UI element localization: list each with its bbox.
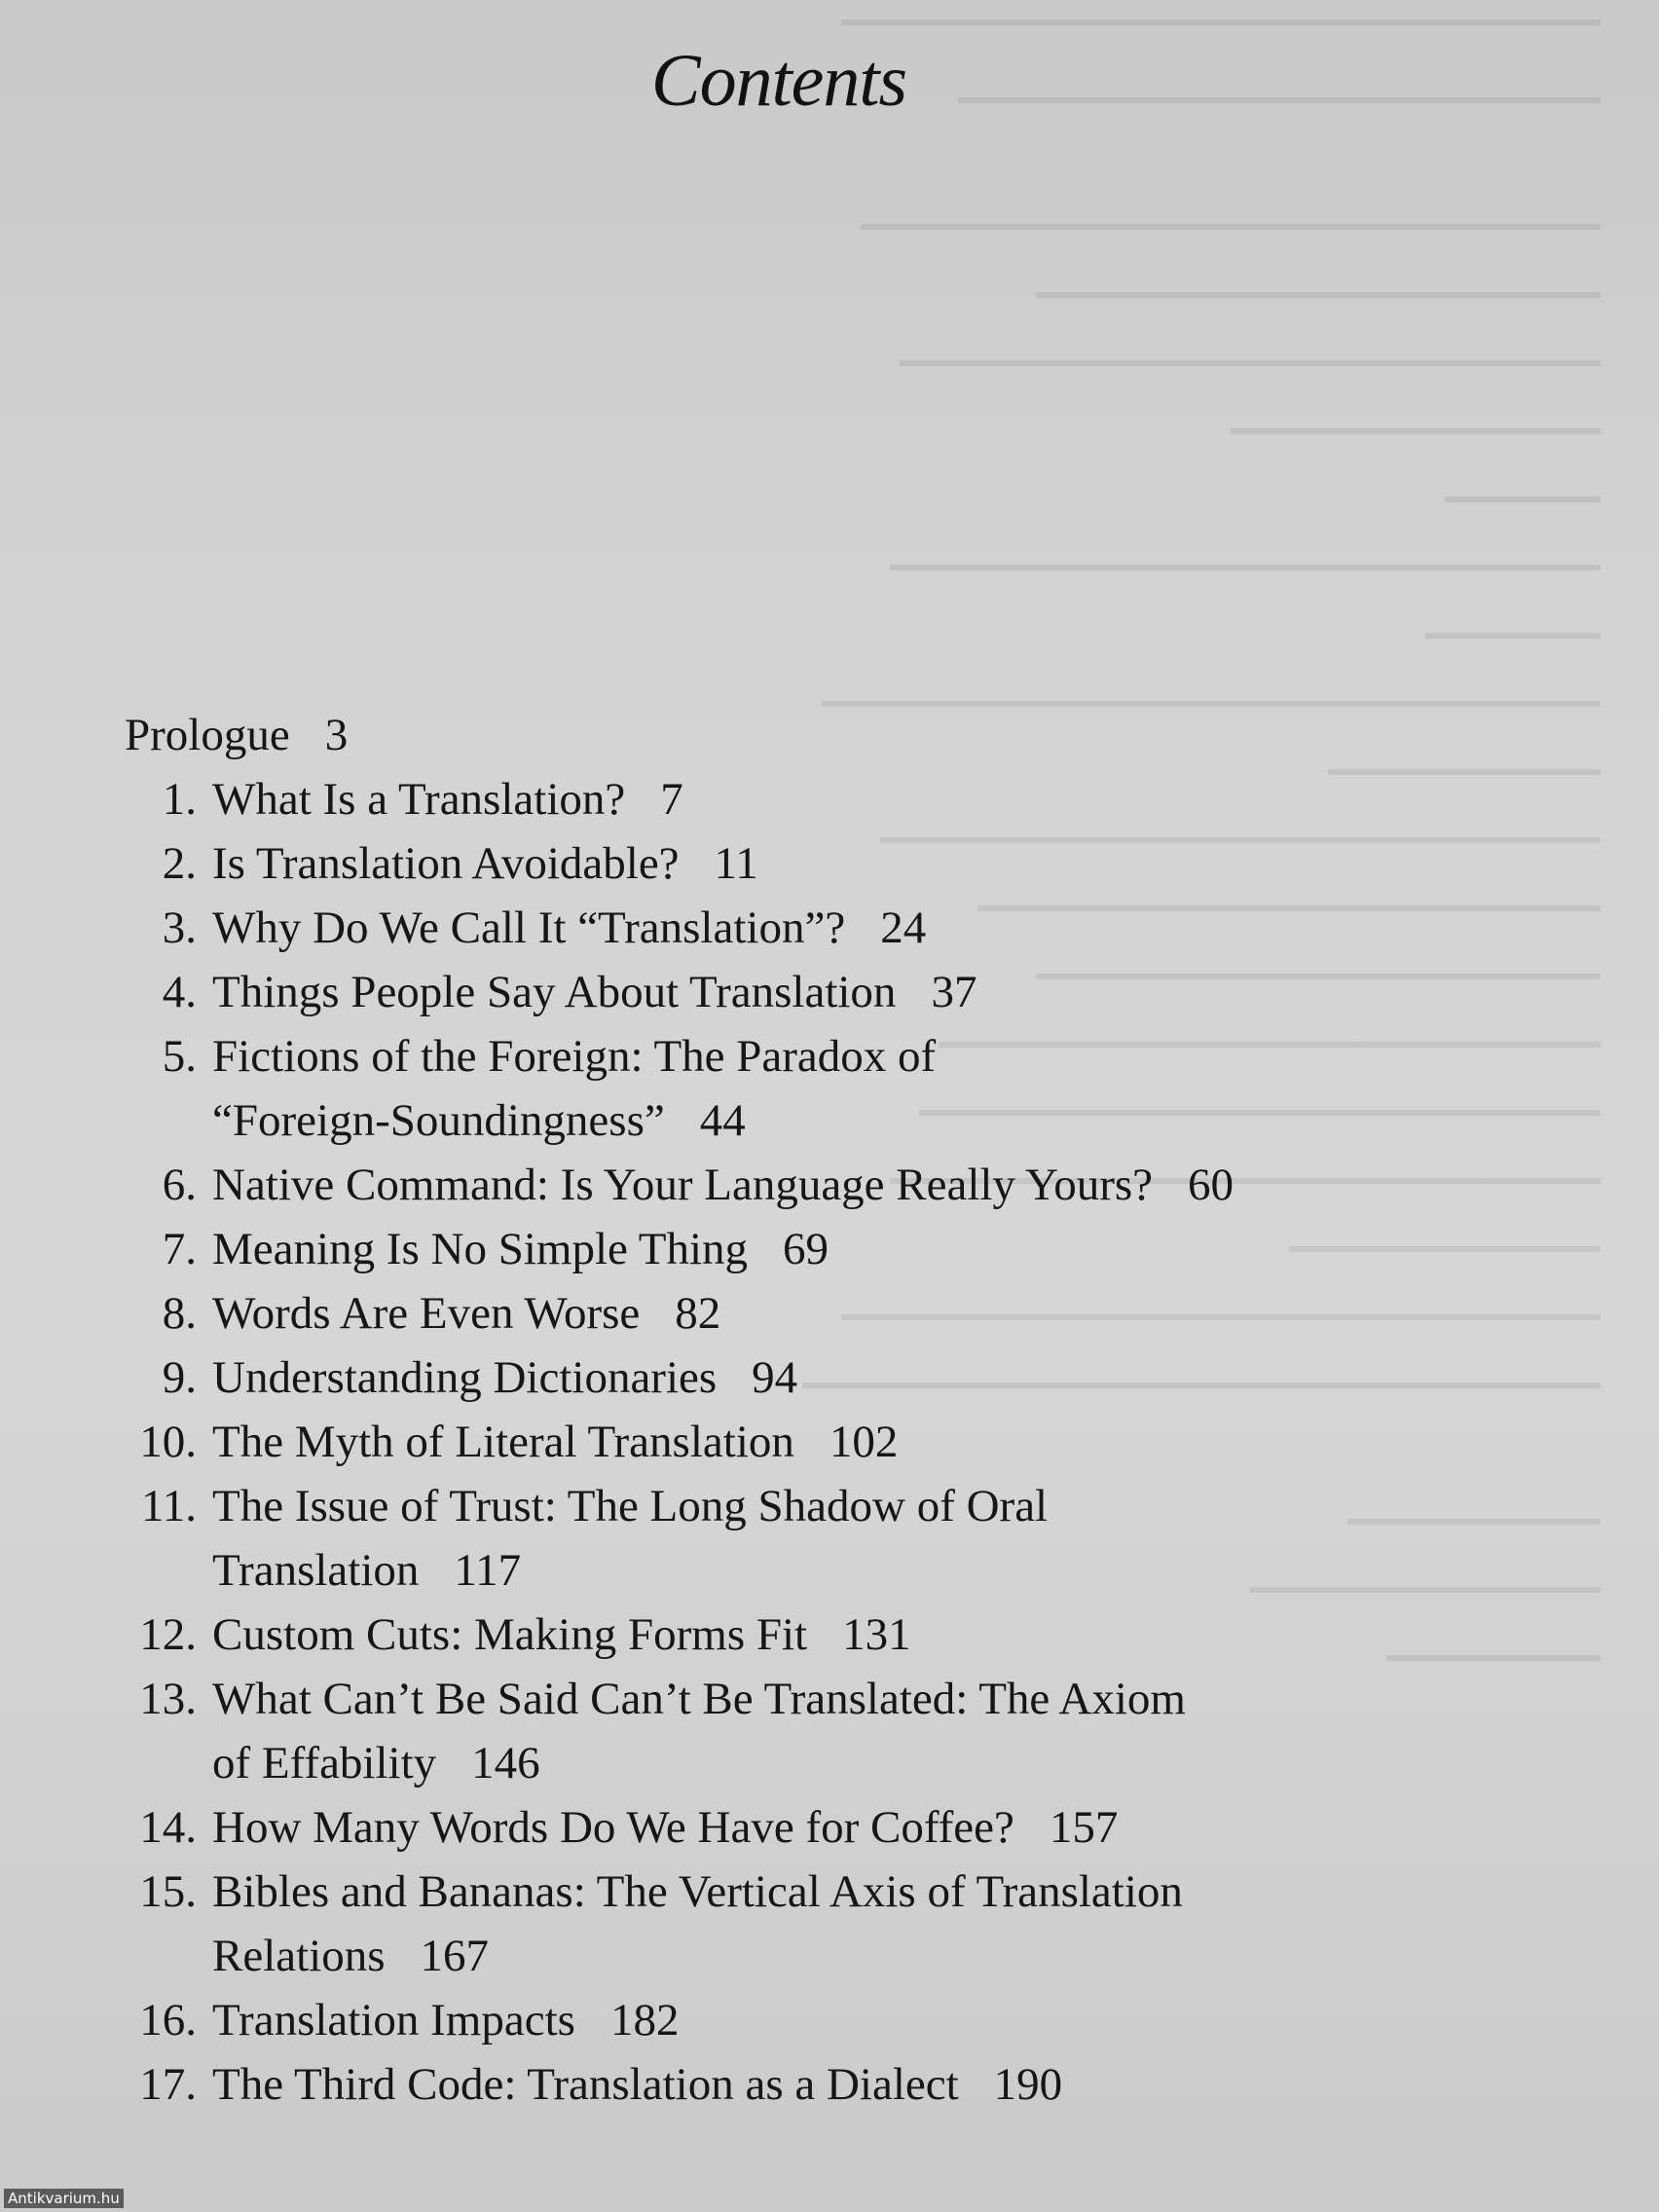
toc-entry-title: Understanding Dictionaries [212,1352,718,1403]
toc-entry [125,831,1507,896]
toc-entry-title: Custom Cuts: Making Forms Fit [212,1609,808,1660]
toc-entry [125,1860,1507,1988]
toc-page-number: 3 [324,710,349,760]
chapter-number: 14. [139,1802,197,1853]
toc-entry [125,2052,1507,2117]
toc-page-number: 167 [420,1931,490,1981]
toc-entry-title: What Is a Translation? [212,774,626,825]
toc-entry-title-continued: Translation [212,1545,420,1596]
toc-page-number: 190 [993,2059,1063,2110]
chapter-number: 16. [139,1995,197,2046]
toc-page-number: 117 [454,1545,522,1596]
chapter-number: 17. [139,2059,197,2110]
toc-entry-title: Meaning Is No Simple Thing [212,1224,749,1274]
toc-entry [125,767,1507,831]
chapter-number: 15. [139,1866,197,1917]
toc-entry [125,960,1507,1024]
toc-page-number: 94 [752,1352,798,1403]
toc-page-number: 131 [842,1609,911,1660]
chapter-number: 6. [162,1160,197,1210]
toc-entry-title: Native Command: Is Your Language Really Yours? [212,1160,1154,1210]
chapter-number: 12. [139,1609,197,1660]
toc-page-number: 37 [931,967,977,1017]
toc-entry-title: The Myth of Literal Translation [212,1417,794,1467]
toc-entry-title: Prologue [125,710,290,760]
chapter-number: 1. [162,774,197,825]
toc-entry [125,1988,1507,2052]
toc-entry [125,1346,1507,1410]
chapter-number: 9. [162,1352,197,1403]
toc-entry-title-continued: of Effability [212,1738,437,1788]
toc-entry [125,1667,1507,1795]
toc-entry-prologue [125,703,1507,767]
toc-entry [125,1024,1507,1153]
toc-entry-title: How Many Words Do We Have for Coffee? [212,1802,1014,1853]
toc-entry-title: What Can’t Be Said Can’t Be Translated: The Axiom [212,1674,1186,1724]
toc-entry [125,1603,1507,1667]
toc-entry-title: The Issue of Trust: The Long Shadow of Oral [212,1481,1049,1531]
toc-page-number: 60 [1188,1160,1235,1210]
toc-entry-title: Words Are Even Worse [212,1288,641,1339]
table-of-contents [125,703,1507,2117]
page-title: Contents [650,40,907,122]
toc-entry-title: Is Translation Avoidable? [212,838,680,889]
toc-page-number: 102 [829,1417,899,1467]
toc-entry-title: The Third Code: Translation as a Dialect [212,2059,959,2110]
toc-entry-title: Translation Impacts [212,1995,575,2046]
toc-entry-title-continued: Relations [212,1931,386,1981]
chapter-number: 11. [140,1481,197,1531]
toc-page-number: 7 [660,774,683,825]
toc-entry [125,1153,1507,1217]
toc-page-number: 146 [471,1738,540,1788]
toc-entry [125,1474,1507,1603]
toc-entry-title: Things People Say About Translation [212,967,897,1017]
chapter-number: 3. [162,903,197,953]
toc-entry [125,896,1507,960]
chapter-number: 7. [162,1224,197,1274]
chapter-number: 13. [139,1674,197,1724]
toc-page-number: 24 [880,903,927,953]
toc-page-number: 157 [1049,1802,1119,1853]
toc-page-number: 82 [675,1288,721,1339]
site-watermark: Antikvarium.hu [4,2189,124,2208]
toc-entry-title: Why Do We Call It “Translation”? [212,903,846,953]
toc-entry-title: Bibles and Bananas: The Vertical Axis of Translation [212,1866,1183,1917]
toc-entry-title: Fictions of the Foreign: The Paradox of [212,1031,937,1082]
chapter-number: 10. [139,1417,197,1467]
chapter-number: 8. [162,1288,197,1339]
toc-entry [125,1281,1507,1346]
chapter-number: 2. [162,838,197,889]
toc-page-number: 69 [783,1224,830,1274]
toc-entry [125,1410,1507,1474]
toc-entry [125,1217,1507,1281]
toc-page-number: 182 [609,1995,680,2046]
chapter-number: 4. [162,967,197,1017]
toc-page-number: 44 [699,1095,746,1146]
chapter-number: 5. [162,1031,197,1082]
toc-page-number: 11 [714,838,758,889]
toc-entry [125,1795,1507,1860]
toc-entry-title-continued: “Foreign-Soundingness” [212,1095,665,1146]
